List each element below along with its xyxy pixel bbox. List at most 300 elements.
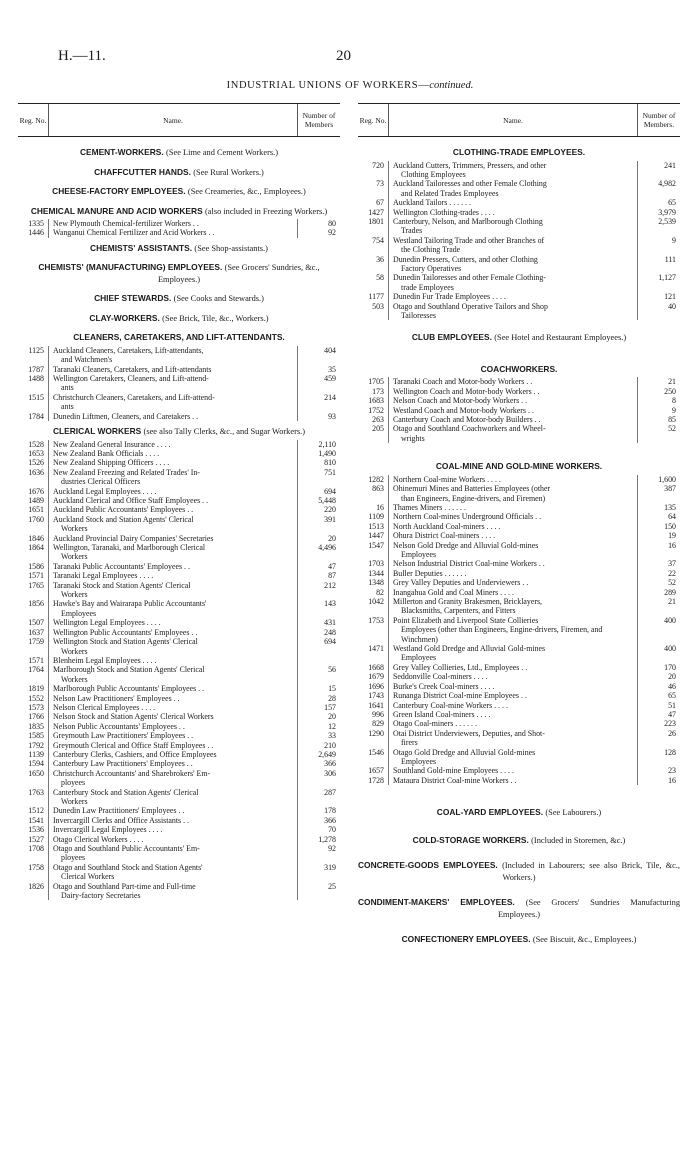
union-name-cont: Employees (other than Engineers, Engine-drivers, Firemen, and Winchmen): [401, 625, 603, 644]
union-name: [388, 522, 638, 531]
member-count: 9: [672, 405, 676, 415]
reg-no: 503: [372, 301, 384, 311]
union-name-text: Otago and Southland Operative Tailors and Shop: [393, 301, 548, 311]
union-name-cont: Clerical Workers: [61, 872, 115, 882]
table-row: [18, 505, 340, 514]
union-name-text: Canterbury, Nelson, and Marlborough Clothing: [393, 216, 543, 226]
member-count: 35: [328, 364, 336, 374]
union-name: [48, 534, 298, 543]
member-count: 2,539: [658, 216, 676, 226]
union-name-text: Christchurch Cleaners, Caretakers, and Lift-attend-: [53, 392, 215, 402]
member-count: 404: [324, 345, 336, 355]
union-name-cont: Employees: [401, 550, 437, 559]
member-count: 12: [328, 721, 336, 731]
union-name-text: Christchurch Accountants' and Sharebrokers' Em-: [53, 768, 211, 778]
member-count: 16: [668, 540, 676, 550]
section-title: CLERICAL WORKERS: [52, 426, 142, 437]
table-row: [18, 440, 340, 449]
table-row: [18, 759, 340, 768]
section-note: (Included in Storemen, &c.): [531, 835, 626, 845]
section-title: CONFECTIONERY EMPLOYEES.: [401, 934, 531, 945]
member-count: 47: [668, 709, 676, 719]
union-name-cont: Dairy-factory Secretaries: [61, 891, 141, 901]
reg-no: 1515: [28, 392, 44, 402]
table-row: [358, 198, 680, 207]
section-title: CHEMICAL MANURE AND ACID WORKERS: [30, 205, 203, 216]
union-name-cont: Trades: [401, 226, 423, 236]
reg-no: 1447: [368, 531, 384, 541]
union-name-cont: wrights: [401, 433, 425, 443]
union-name-text: Buller Deputies . . . . . .: [393, 568, 467, 578]
union-name-text: Otago and Southland Coachworkers and Wheel-: [393, 424, 546, 434]
table-row: [358, 484, 680, 503]
reg-no: 1546: [368, 747, 384, 757]
union-name-text: North Auckland Coal-miners . . . .: [393, 521, 501, 531]
union-name-text: Auckland Cutters, Trimmers, Pressers, and other: [393, 160, 547, 170]
section-title: CHEESE-FACTORY EMPLOYEES.: [52, 186, 186, 196]
union-name: [388, 503, 638, 512]
reg-no: 1344: [368, 568, 384, 578]
member-count: 400: [664, 644, 676, 654]
union-name-text: Wellington Stock and Station Agents' Clerical: [53, 637, 198, 647]
table-row: [358, 559, 680, 568]
section-note: (See Hotel and Restaurant Employees.): [494, 333, 627, 343]
table-row: [18, 228, 340, 237]
right-body: [358, 137, 680, 950]
member-count: 4,982: [658, 179, 676, 189]
table-row: [18, 788, 340, 807]
union-name-cont: Workers: [61, 646, 88, 656]
reg-no: 67: [376, 198, 384, 208]
section-heading: [358, 443, 680, 475]
union-name: [48, 571, 298, 580]
union-name-cont: Employees: [401, 756, 437, 766]
reg-no: 58: [376, 273, 384, 283]
union-name-cont: ployees: [61, 778, 86, 788]
member-count: 248: [324, 627, 336, 637]
reg-no: 205: [372, 424, 384, 434]
reg-no: 1683: [368, 396, 384, 406]
union-name-text: Auckland Legal Employees . . . .: [53, 486, 157, 496]
table-row: [18, 581, 340, 600]
union-name: [388, 719, 638, 728]
member-count: 46: [668, 681, 676, 691]
union-name: [48, 712, 298, 721]
union-name-cont: Employees: [61, 608, 97, 618]
union-name-text: Mataura District Coal-mine Workers . .: [393, 775, 517, 785]
union-name-text: Marlborough Stock and Station Agents' Clerical: [53, 665, 205, 675]
table-row: [18, 496, 340, 505]
union-name-cont: dustries Clerical Officers: [61, 477, 141, 487]
page-ref: H.—11.: [58, 48, 106, 64]
union-name-text: Westland Tailoring Trade and other Branches of: [393, 235, 545, 245]
section-heading: [18, 421, 340, 440]
table-row: [358, 424, 680, 443]
table-row: [358, 616, 680, 644]
union-name: [388, 387, 638, 396]
member-count: 28: [328, 693, 336, 703]
union-name: [388, 729, 638, 748]
reg-no: 1668: [368, 662, 384, 672]
table-row: [358, 255, 680, 274]
reg-no: 1763: [28, 787, 44, 797]
union-name-text: Southland Gold-mine Employees . . . .: [393, 766, 514, 776]
table-row: [18, 365, 340, 374]
member-count: 128: [664, 747, 676, 757]
union-name: [388, 255, 638, 274]
reg-no: 996: [372, 709, 384, 719]
table-row: [358, 396, 680, 405]
section-title: COACHWORKERS.: [480, 363, 558, 374]
section-title: CHIEF STEWARDS.: [94, 293, 172, 304]
union-name: [48, 374, 298, 393]
reg-no: 73: [376, 179, 384, 189]
union-name-text: Seddonville Coal-miners . . . .: [393, 672, 488, 682]
union-name-text: Greymouth Law Practitioners' Employees . .: [53, 731, 194, 741]
union-name-text: Runanga District Coal-mine Employees . .: [393, 691, 527, 701]
member-count: 64: [668, 512, 676, 522]
member-count: 1,278: [318, 834, 336, 844]
union-name-text: Inangahua Gold and Coal Miners . . . .: [393, 587, 514, 597]
section-heading: [18, 137, 340, 163]
union-name-text: Westland Gold Dredge and Alluvial Gold-mines: [393, 644, 546, 654]
name-header: Name.: [503, 115, 523, 125]
member-count: 810: [324, 458, 336, 468]
section-title: CLOTHING-TRADE EMPLOYEES.: [452, 147, 586, 157]
union-name-cont: trade Employees: [401, 282, 454, 292]
table-row: [358, 719, 680, 728]
member-count: 210: [324, 740, 336, 750]
union-name: [388, 217, 638, 236]
section-title: CLEANERS, CARETAKERS, AND LIFT-ATTENDANTS.: [73, 332, 285, 343]
reg-no: 1787: [28, 364, 44, 374]
table-row: [358, 531, 680, 540]
union-name-text: Marlborough Public Accountants' Employees . .: [53, 684, 205, 694]
reg-no: 1427: [368, 207, 384, 217]
reg-no: 1507: [28, 618, 44, 628]
table-row: [18, 637, 340, 656]
union-name: [48, 806, 298, 815]
section-note: (See Creameries, &c., Employees.): [187, 187, 306, 196]
reg-no: 1765: [28, 580, 44, 590]
member-count: 400: [664, 615, 676, 625]
union-name: [48, 449, 298, 458]
table-row: [18, 543, 340, 562]
union-name-cont: Workers: [61, 674, 88, 684]
union-name: [388, 644, 638, 663]
reg-no: 1653: [28, 448, 44, 458]
union-name-text: Grey Valley Deputies and Underviewers . .: [393, 578, 529, 588]
reg-no: 1641: [368, 700, 384, 710]
union-name-text: Millerton and Granity Brakesmen, Bricklayers,: [393, 597, 543, 607]
member-count: 47: [328, 561, 336, 571]
union-name: [388, 208, 638, 217]
union-name-text: New Zealand Shipping Officers . . . .: [53, 458, 170, 468]
reg-no: 1547: [368, 540, 384, 550]
reg-no: 1637: [28, 627, 44, 637]
table-row: [18, 618, 340, 627]
table-row: [18, 468, 340, 487]
reg-no: 1571: [28, 571, 44, 581]
union-name-text: Auckland Clerical and Office Staff Employees . .: [53, 496, 209, 505]
table-row: [358, 691, 680, 700]
table-row: [18, 458, 340, 467]
union-name-cont: ants: [61, 402, 74, 412]
member-count: 3,979: [658, 207, 676, 217]
member-count: 2,649: [318, 749, 336, 759]
union-name: [388, 292, 638, 301]
union-name: [48, 581, 298, 600]
table-row: [18, 534, 340, 543]
union-name: [48, 618, 298, 627]
union-name-text: Invercargill Legal Employees . . . .: [53, 825, 163, 835]
member-count: 178: [324, 806, 336, 816]
union-name: [388, 396, 638, 405]
section-note: (See Biscuit, &c., Employees.): [532, 935, 637, 945]
section-heading: [18, 289, 340, 309]
union-name-text: Otago Gold Dredge and Alluvial Gold-mines: [393, 747, 536, 757]
table-row: [358, 475, 680, 484]
member-count: 751: [324, 467, 336, 477]
union-name-text: Wanganui Chemical Fertilizer and Acid Workers . .: [53, 228, 215, 238]
table-row: [358, 663, 680, 672]
table-row: [358, 682, 680, 691]
union-name: [48, 346, 298, 365]
member-count: 85: [668, 415, 676, 425]
union-name: [48, 487, 298, 496]
member-count: 2,110: [318, 439, 336, 449]
table-row: [18, 412, 340, 421]
union-name-text: Invercargill Clerks and Office Assistants . .: [53, 815, 190, 825]
section-note: (See Grocers' Sundries, &c., Employees.): [157, 263, 320, 284]
member-count: 223: [664, 719, 676, 729]
table-header: [358, 103, 680, 137]
reg-no: 754: [372, 235, 384, 245]
union-name-cont: Blacksmiths, Carpenters, and Fitters: [401, 606, 516, 616]
reg-no: 1573: [28, 702, 44, 712]
section-heading: [18, 202, 340, 220]
section-title: COAL-MINE AND GOLD-MINE WORKERS.: [435, 461, 603, 472]
union-name-cont: Workers: [61, 797, 88, 806]
section-heading: [18, 238, 340, 259]
section-note: (See Grocers' Sundries Manufacturing Employees.): [497, 898, 681, 919]
member-count: 459: [324, 374, 336, 384]
member-count: 1,490: [318, 448, 336, 458]
section-title: CLAY-WORKERS.: [89, 312, 160, 323]
union-name: [388, 776, 638, 785]
reg-no: 1282: [368, 474, 384, 484]
union-name: [48, 722, 298, 731]
union-name: [48, 496, 298, 505]
union-name: [388, 236, 638, 255]
section-heading: [18, 182, 340, 202]
union-name-text: Otago Clerical Workers . . . .: [53, 834, 144, 844]
union-name-cont: Tailoresses: [401, 311, 436, 320]
union-name-cont: Clothing Employees: [401, 169, 466, 179]
union-name: [48, 835, 298, 844]
table-row: [358, 766, 680, 775]
table-row: [18, 722, 340, 731]
reg-no: 36: [376, 254, 384, 264]
member-count: 694: [324, 637, 336, 647]
union-name-text: New Plymouth Chemical-fertilizer Workers . .: [53, 219, 199, 228]
member-count: 366: [324, 815, 336, 825]
table-row: [18, 599, 340, 618]
union-name-text: Otago and Southland Stock and Station Agents': [53, 862, 203, 872]
union-name-text: Canterbury Coach and Motor-body Builders . .: [393, 415, 541, 425]
union-name-text: Dunedin Pressers, Cutters, and other Clothing: [393, 254, 538, 264]
union-name-cont: ants: [61, 383, 74, 393]
member-count: 25: [328, 881, 336, 891]
member-count: 4,496: [318, 543, 336, 553]
union-name: [48, 599, 298, 618]
member-count: 8: [672, 396, 676, 406]
table-row: [18, 741, 340, 750]
table-row: [358, 776, 680, 785]
table-row: [358, 179, 680, 198]
section-heading: [358, 320, 680, 354]
union-name-text: Wellington Clothing-trades . . . .: [393, 207, 495, 217]
reg-no: 1759: [28, 637, 44, 647]
union-name: [48, 665, 298, 684]
union-name-cont: Workers: [61, 524, 88, 534]
member-count: [298, 656, 340, 665]
member-count: 51: [668, 700, 676, 710]
member-count: 9: [672, 235, 676, 245]
reg-no: 1801: [368, 216, 384, 226]
table-row: [18, 374, 340, 393]
member-count: 214: [324, 392, 336, 402]
section-heading: [358, 827, 680, 855]
table-row: [358, 578, 680, 587]
union-name-text: Nelson Clerical Employees . . . .: [53, 702, 156, 712]
left-body: [18, 137, 340, 900]
table-row: [18, 219, 340, 228]
union-name-text: Auckland Tailoresses and other Female Clothing: [393, 179, 547, 189]
union-name: [388, 616, 638, 644]
union-name-text: Wellington Public Accountants' Employees . .: [53, 627, 198, 637]
union-name: [48, 562, 298, 571]
member-count: 87: [328, 571, 336, 581]
union-name: [48, 219, 298, 228]
member-count: 52: [668, 578, 676, 588]
table-row: [18, 731, 340, 740]
union-name: [48, 637, 298, 656]
table-row: [18, 712, 340, 721]
section-title: CHEMISTS' (MANUFACTURING) EMPLOYEES.: [38, 262, 223, 273]
reg-no: 1766: [28, 712, 44, 722]
section-heading: [18, 258, 340, 289]
union-name: [48, 844, 298, 863]
page-number: 20: [336, 48, 351, 64]
member-count: 366: [324, 759, 336, 769]
member-count: 135: [664, 502, 676, 512]
union-name-text: New Zealand Bank Officials . . . .: [53, 448, 160, 458]
section-note: (See Cooks and Stewards.): [173, 294, 264, 304]
member-count: 143: [324, 599, 336, 609]
union-name-cont: the Clothing Trade: [401, 245, 461, 255]
reg-no: 1752: [368, 405, 384, 415]
section-title: CEMENT-WORKERS.: [79, 147, 164, 157]
reg-no: 1819: [28, 684, 44, 694]
table-row: [18, 656, 340, 665]
member-count: 65: [668, 198, 676, 208]
union-name: [48, 440, 298, 449]
member-count: 56: [328, 665, 336, 675]
reg-no: 263: [372, 415, 384, 425]
reg-header: Reg. No.: [358, 104, 389, 136]
member-count: 19: [668, 531, 676, 541]
union-name: [48, 393, 298, 412]
union-name-text: Taranaki Public Accountants' Employees . .: [53, 561, 190, 571]
table-row: [18, 562, 340, 571]
table-row: [18, 628, 340, 637]
union-name-text: Ohinemuri Mines and Batteries Employees (other: [393, 484, 551, 494]
union-name-text: Northern Coal-mine Workers . . . .: [393, 474, 501, 484]
union-name: [388, 531, 638, 540]
union-name-text: Otago and Southland Public Accountants' Em-: [53, 844, 200, 854]
union-name-text: Taranaki Coach and Motor-body Workers . .: [393, 377, 533, 387]
reg-no: 173: [372, 386, 384, 396]
table-row: [18, 769, 340, 788]
section-title: CONDIMENT-MAKERS' EMPLOYEES.: [358, 897, 515, 908]
union-name-text: Taranaki Cleaners, Caretakers, and Lift-attendants: [53, 364, 212, 374]
table-row: [18, 806, 340, 815]
union-name: [48, 750, 298, 759]
table-row: [358, 597, 680, 616]
section-note: (See Shop-assistants.): [194, 243, 268, 253]
table-row: [358, 710, 680, 719]
union-name-text: Auckland Public Accountants' Employees . .: [53, 505, 194, 515]
member-count: 212: [324, 580, 336, 590]
table-row: [18, 571, 340, 580]
reg-no: 1651: [28, 505, 44, 515]
reg-no: 1676: [28, 486, 44, 496]
section-note: (See Rural Workers.): [193, 167, 264, 177]
union-name-cont: and Watchmen's: [61, 355, 113, 365]
union-name: [48, 684, 298, 693]
table-row: [358, 406, 680, 415]
table-row: [358, 302, 680, 321]
section-note: (See Brick, Tile, &c., Workers.): [162, 313, 269, 323]
reg-no: 1758: [28, 862, 44, 872]
table-row: [358, 748, 680, 767]
union-name-text: Greymouth Clerical and Office Staff Employees . .: [53, 740, 214, 750]
union-name: [388, 569, 638, 578]
section-note: (See Lime and Cement Workers.): [166, 148, 279, 157]
section-note: (See Labourers.): [545, 808, 602, 818]
section-note: (see also Tally Clerks, &c., and Sugar Workers.): [143, 427, 306, 437]
reg-no: 1552: [28, 693, 44, 703]
table-row: [358, 522, 680, 531]
union-name: [388, 701, 638, 710]
member-count: 20: [328, 712, 336, 722]
reg-no: 1335: [28, 219, 44, 228]
member-count: 37: [668, 559, 676, 569]
union-name: [48, 412, 298, 421]
table-row: [18, 816, 340, 825]
union-name-text: Blenheim Legal Employees . . . .: [53, 655, 157, 665]
reg-no: 1864: [28, 543, 44, 553]
union-name: [388, 559, 638, 568]
member-count: 52: [668, 424, 676, 434]
union-name: [48, 788, 298, 807]
reg-no: 720: [372, 160, 384, 170]
union-name: [48, 882, 298, 901]
reg-no: 1585: [28, 731, 44, 741]
member-count: 92: [328, 844, 336, 854]
reg-no: 1290: [368, 728, 384, 738]
